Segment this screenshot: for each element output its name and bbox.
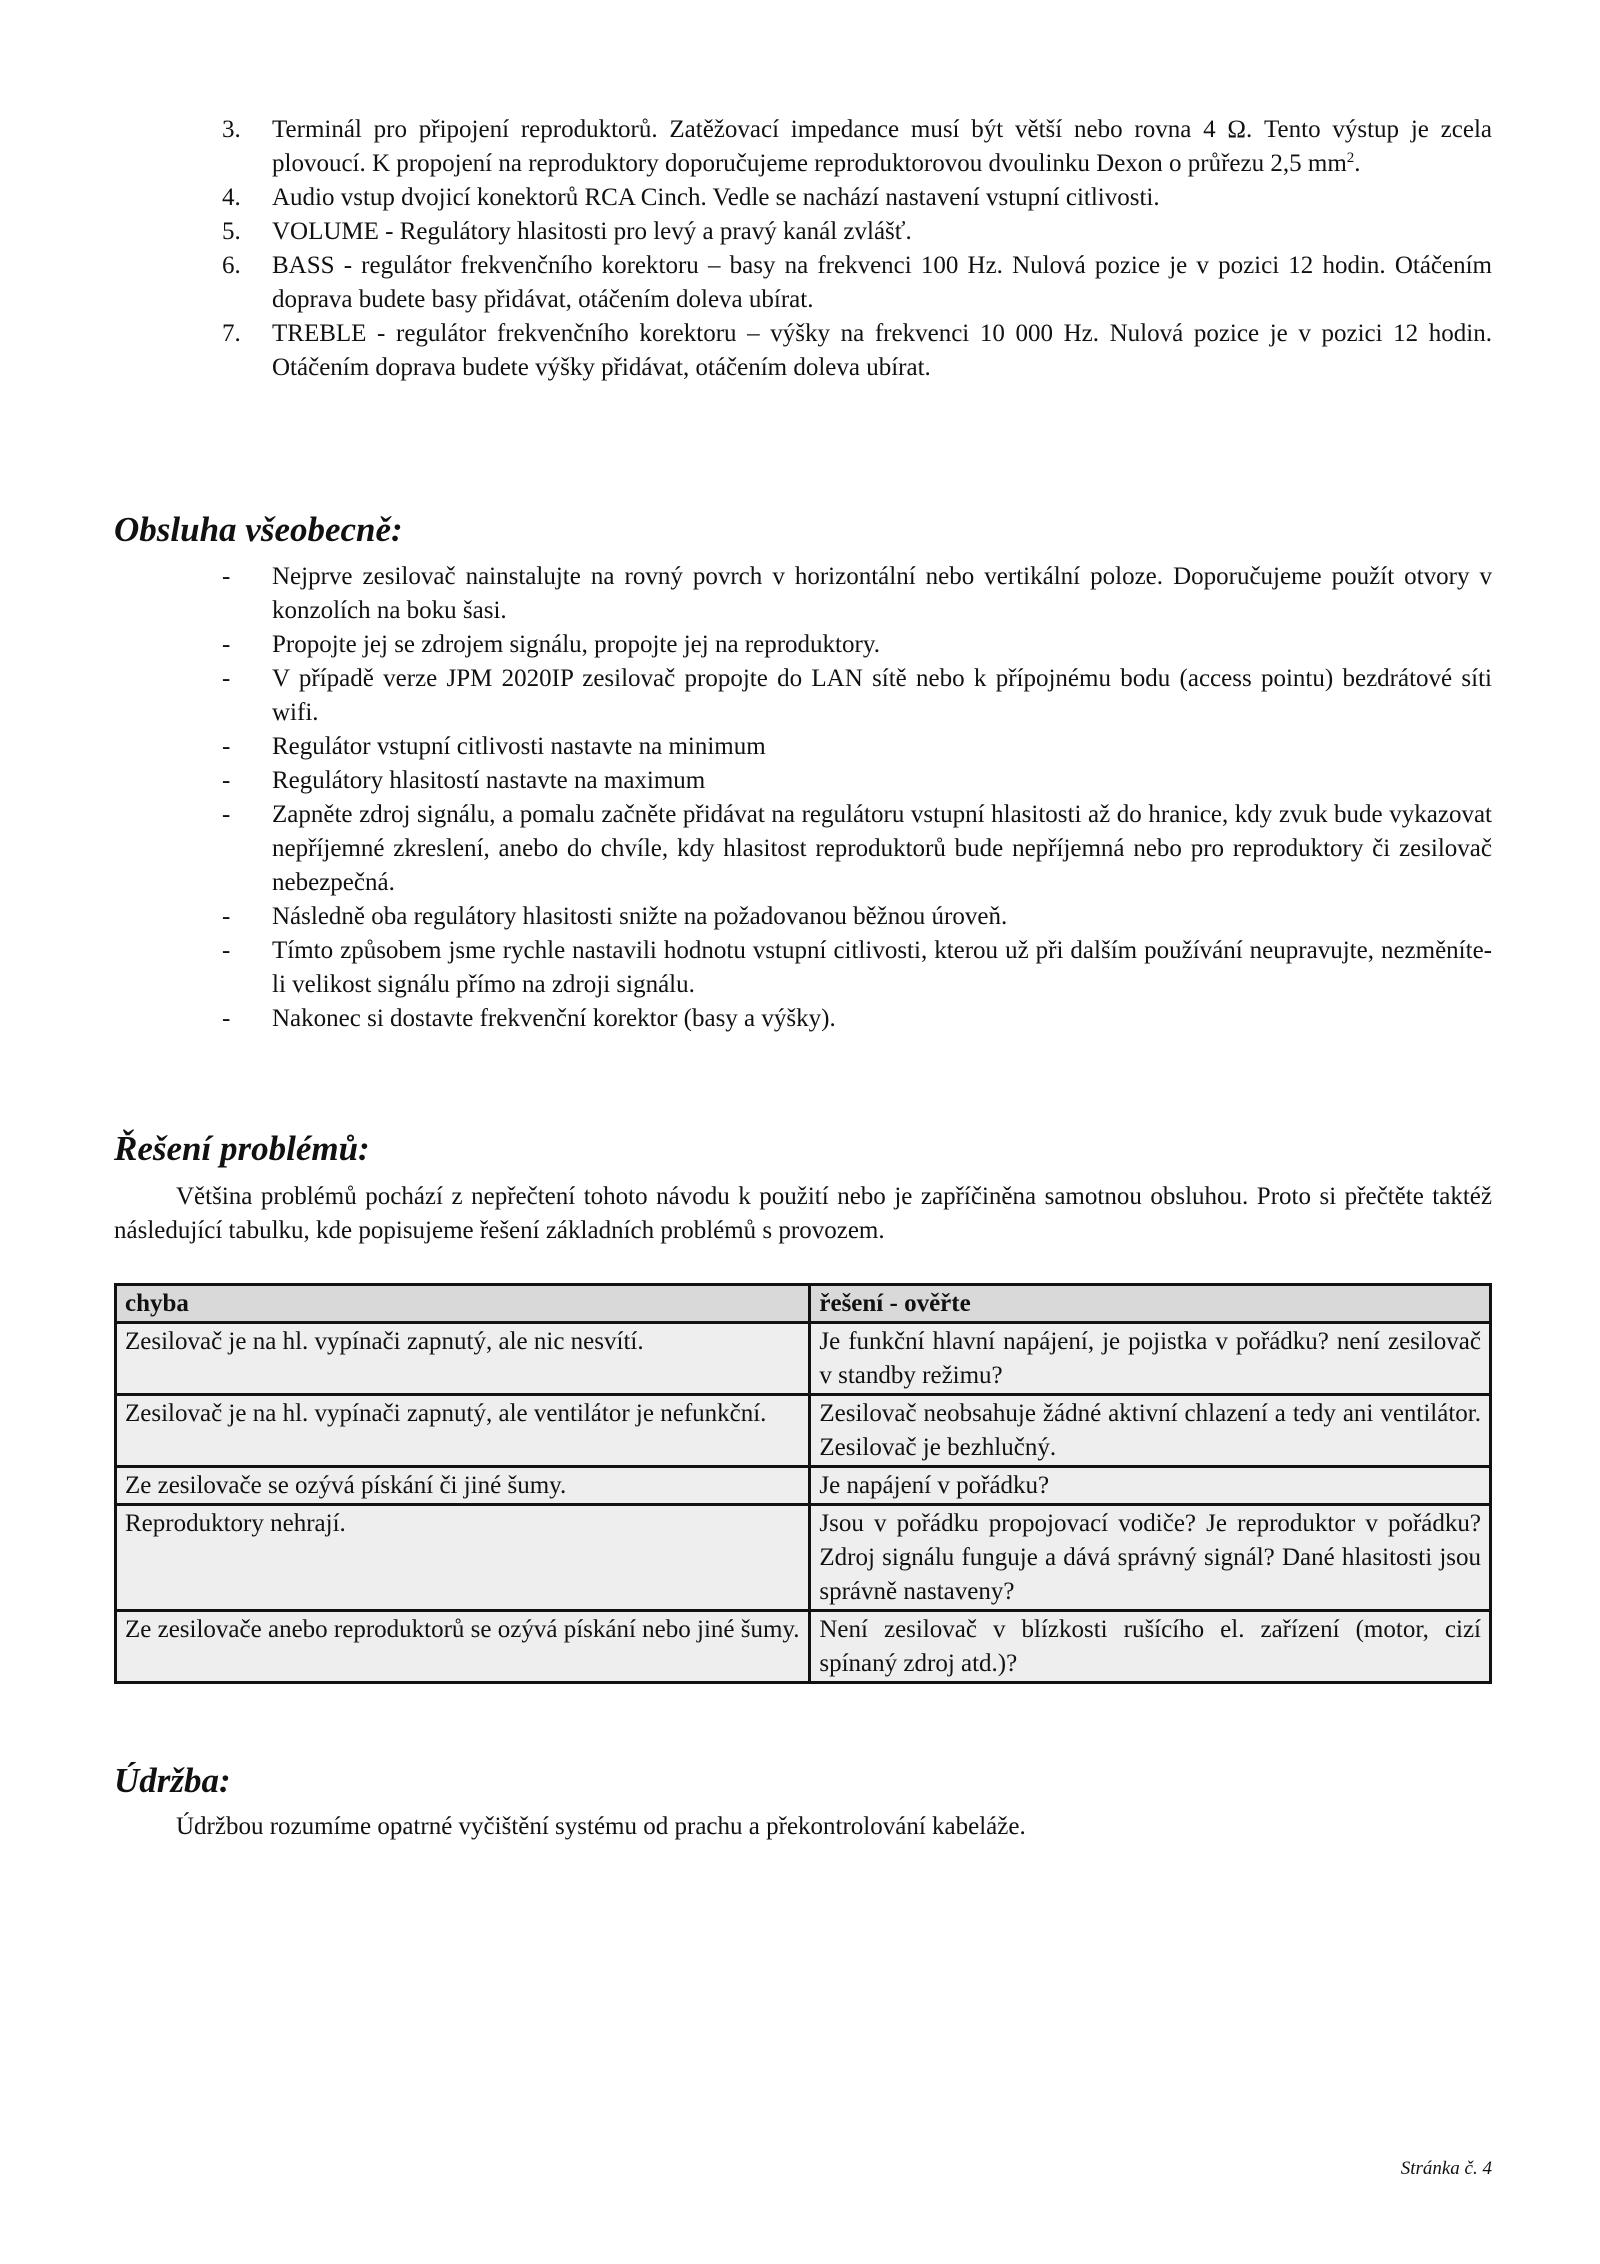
list-text: Následně oba regulátory hlasitosti snižte na požadovanou běžnou úroveň. — [272, 903, 1008, 930]
list-number: 7. — [222, 320, 241, 347]
table-header-row — [116, 1285, 1491, 1323]
operation-steps-list — [222, 560, 1492, 1036]
solution-cell: Jsou v pořádku propojovací vodiče? Je reproduktor v pořádku? Zdroj signálu funguje a dává správný signál? Dané hlasitosti jsou správně nastaveny? — [810, 1505, 1491, 1611]
maintenance-paragraph: Údržbou rozumíme opatrné vyčištění systému od prachu a překontrolování kabeláže. — [176, 1813, 1026, 1840]
superscript: 2 — [1346, 150, 1355, 166]
list-item — [222, 215, 1492, 249]
table-row — [116, 1323, 1491, 1395]
list-text: V případě verze JPM 2020IP zesilovač propojte do LAN sítě nebo k přípojnému bodu (access pointu) bezdrátové síti wifi. — [272, 665, 1492, 726]
list-text: Regulátor vstupní citlivosti nastavte na minimum — [272, 733, 766, 760]
list-text: Zapněte zdroj signálu, a pomalu začněte přidávat na regulátoru vstupní hlasitosti až do hranice, kdy zvuk bude vykazovat nepříjemné zkreslení, anebo do chvíle, kdy hlasitost reproduktorů bude nepříjemná nebo pro reproduktory či zesilovač nebezpečná. — [272, 801, 1492, 896]
list-item — [222, 317, 1492, 385]
column-header-solution: řešení - ověřte — [810, 1285, 1491, 1323]
page-number: Stránka č. 4 — [1400, 2158, 1492, 2179]
fault-cell: Zesilovač je na hl. vypínači zapnutý, ale ventilátor je nefunkční. — [116, 1395, 810, 1467]
dash-bullet: - — [222, 665, 231, 692]
fault-cell: Ze zesilovače anebo reproduktorů se ozývá pískání nebo jiné šumy. — [116, 1611, 810, 1683]
list-text: TREBLE - regulátor frekvenčního korektoru – výšky na frekvenci 10 000 Hz. Nulová pozice je v pozici 12 hodin. Otáčením doprava budete výšky přidávat, otáčením doleva ubírat. — [272, 320, 1492, 381]
list-text: Regulátory hlasitostí nastavte na maximum — [272, 767, 706, 794]
list-text: Nakonec si dostavte frekvenční korektor (basy a výšky). — [272, 1005, 836, 1032]
list-item — [222, 113, 1492, 181]
section-heading-reseni: Řešení problémů: — [114, 1129, 370, 1168]
list-item — [222, 730, 1492, 764]
list-item — [222, 934, 1492, 1002]
list-number: 3. — [222, 116, 241, 143]
solution-cell: Zesilovač neobsahuje žádné aktivní chlazení a tedy ani ventilátor. Zesilovač je bezhlučný. — [810, 1395, 1491, 1467]
solution-cell: Není zesilovač v blízkosti rušícího el. zařízení (motor, cizí spínaný zdroj atd.)? — [810, 1611, 1491, 1683]
list-item — [222, 181, 1492, 215]
section-heading-udrzba: Údržba: — [114, 1761, 231, 1800]
list-item — [222, 900, 1492, 934]
list-text: Nejprve zesilovač nainstalujte na rovný povrch v horizontální nebo vertikální poloze. Doporučujeme použít otvory v konzolích na boku šasi. — [272, 563, 1492, 624]
dash-bullet: - — [222, 937, 231, 964]
list-item — [222, 560, 1492, 628]
dash-bullet: - — [222, 801, 231, 828]
dash-bullet: - — [222, 767, 231, 794]
list-item — [222, 628, 1492, 662]
fault-cell: Ze zesilovače se ozývá pískání či jiné šumy. — [116, 1467, 810, 1505]
list-item — [222, 249, 1492, 317]
list-text-suffix: . — [1354, 150, 1361, 177]
list-number: 4. — [222, 184, 241, 211]
dash-bullet: - — [222, 903, 231, 930]
column-header-fault: chyba — [116, 1285, 810, 1323]
fault-cell: Zesilovač je na hl. vypínači zapnutý, ale nic nesvítí. — [116, 1323, 810, 1395]
troubleshooting-table — [114, 1283, 1492, 1684]
list-text: VOLUME - Regulátory hlasitosti pro levý a pravý kanál zvlášť. — [272, 218, 912, 245]
table-row — [116, 1611, 1491, 1683]
feature-list — [222, 113, 1492, 385]
dash-bullet: - — [222, 733, 231, 760]
list-item — [222, 1002, 1492, 1036]
solution-cell: Je napájení v pořádku? — [810, 1467, 1491, 1505]
table-row — [116, 1467, 1491, 1505]
table-row — [116, 1395, 1491, 1467]
solution-cell: Je funkční hlavní napájení, je pojistka v pořádku? není zesilovač v standby režimu? — [810, 1323, 1491, 1395]
dash-bullet: - — [222, 563, 231, 590]
list-item — [222, 798, 1492, 900]
table-row — [116, 1505, 1491, 1611]
list-text: Terminál pro připojení reproduktorů. Zatěžovací impedance musí být větší nebo rovna 4 Ω. Tento výstup je zcela plovoucí. K propojení na reproduktory doporučujeme reproduktorovou dvoulinku Dexon o průřezu 2,5 mm — [272, 116, 1492, 177]
list-number: 5. — [222, 218, 241, 245]
list-item — [222, 662, 1492, 730]
section-heading-obsluha: Obsluha všeobecně: — [114, 510, 403, 549]
list-text: Audio vstup dvojicí konektorů RCA Cinch. Vedle se nachází nastavení vstupní citlivosti. — [272, 184, 1160, 211]
fault-cell: Reproduktory nehrají. — [116, 1505, 810, 1611]
list-number: 6. — [222, 252, 241, 279]
list-text: BASS - regulátor frekvenčního korektoru – basy na frekvenci 100 Hz. Nulová pozice je v pozici 12 hodin. Otáčením doprava budete basy přidávat, otáčením doleva ubírat. — [272, 252, 1492, 313]
dash-bullet: - — [222, 631, 231, 658]
list-text: Tímto způsobem jsme rychle nastavili hodnotu vstupní citlivosti, kterou už při dalším používání neupravujte, nezměníte-li velikost signálu přímo na zdroji signálu. — [272, 937, 1492, 998]
dash-bullet: - — [222, 1005, 231, 1032]
troubleshooting-intro: Většina problémů pochází z nepřečtení tohoto návodu k použití nebo je zapříčiněna samotnou obsluhou. Proto si přečtěte taktéž následující tabulku, kde popisujeme řešení základních problémů s provozem. — [114, 1183, 1492, 1244]
list-item — [222, 764, 1492, 798]
list-text: Propojte jej se zdrojem signálu, propojte jej na reproduktory. — [272, 631, 880, 658]
